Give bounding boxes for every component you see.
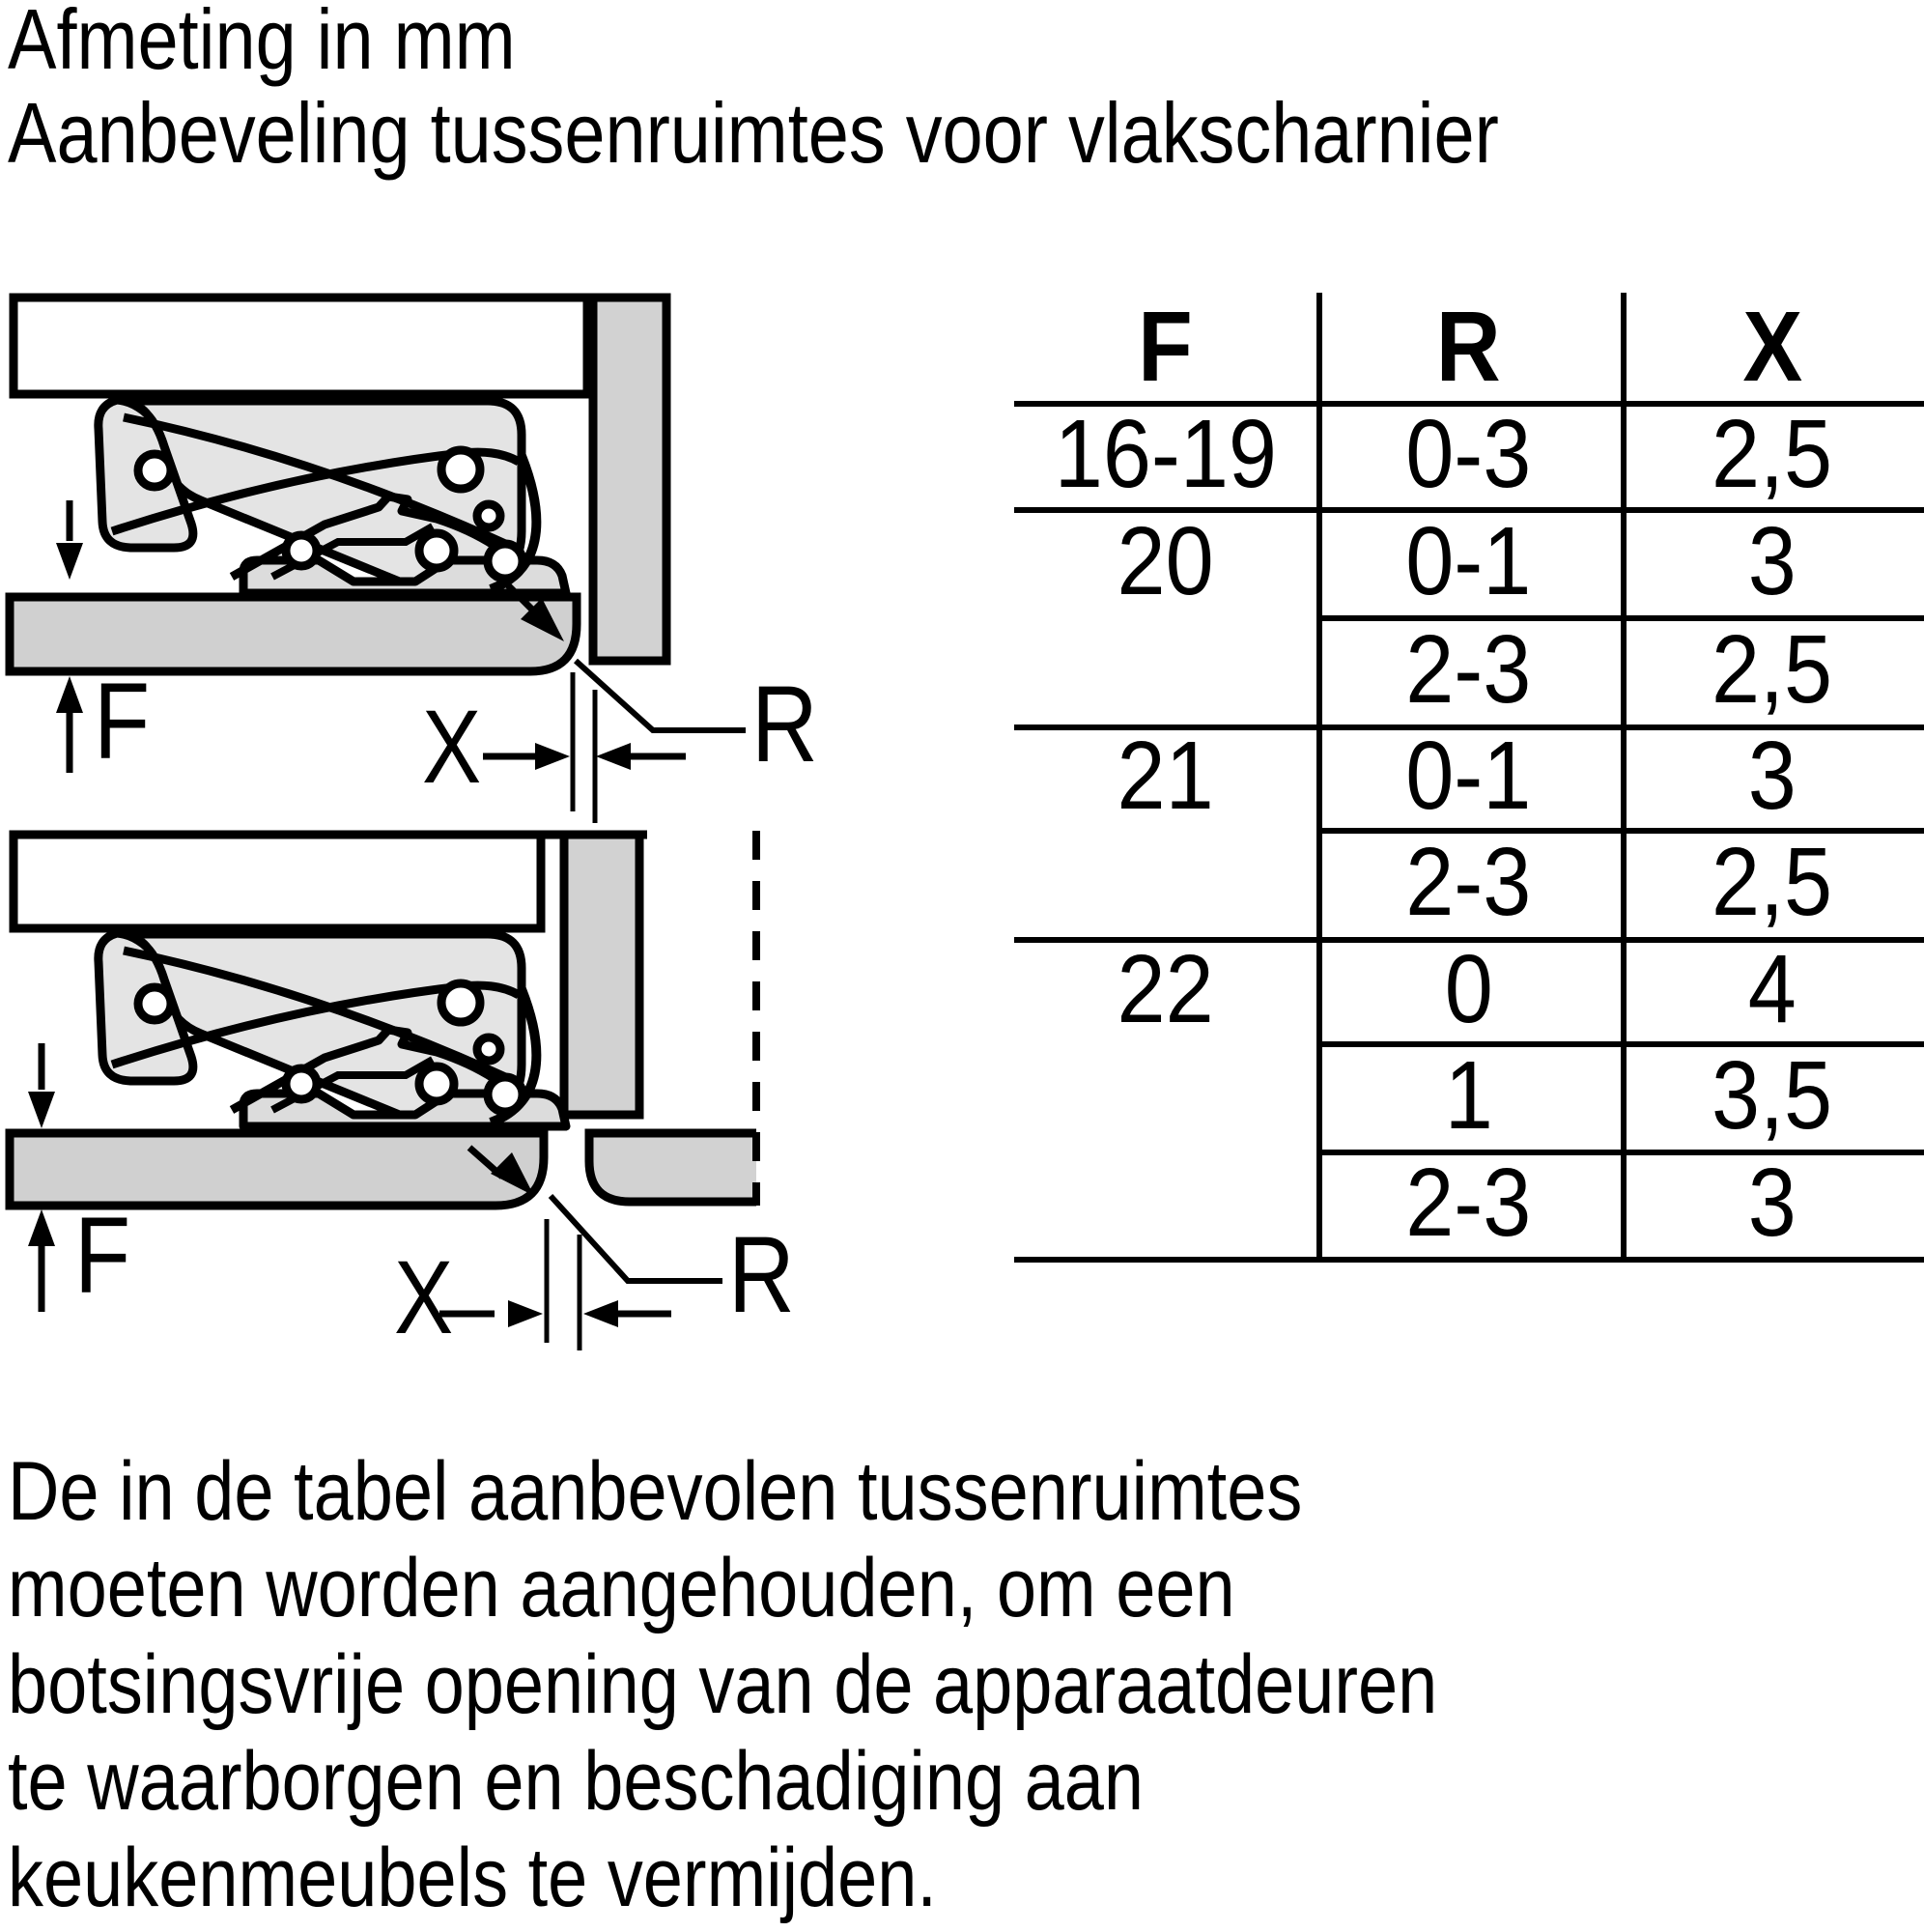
title-line-2: Aanbeveling tussenruimtes voor vlakscharnier (8, 85, 1499, 181)
cabinet-panel (14, 835, 541, 928)
table-row (1014, 401, 1924, 507)
cell-f: 20 (1117, 506, 1214, 615)
right-arrow-icon (508, 1300, 543, 1327)
label-f-bottom: F (74, 1195, 131, 1317)
label-r-bottom: R (728, 1214, 795, 1336)
cell-x: 3 (1747, 1149, 1797, 1257)
title-line-1: Afmeting in mm (8, 0, 516, 87)
cell-f (1014, 1150, 1316, 1257)
furniture-door-panel (564, 835, 639, 1115)
cell-r: 2-3 (1405, 615, 1532, 724)
up-arrow-icon (56, 676, 83, 713)
cell-x: 3 (1747, 506, 1797, 615)
cell-f (1014, 1041, 1316, 1150)
appliance-door-panel (10, 597, 577, 671)
cell-x: 3,5 (1712, 1040, 1833, 1150)
table-row (1014, 507, 1924, 615)
cabinet-panel (14, 298, 587, 394)
left-arrow-icon (596, 743, 631, 770)
col-header-x: X (1742, 291, 1802, 402)
col-header-f: F (1138, 291, 1193, 402)
table-row (1014, 1041, 1924, 1150)
cell-r: 2-3 (1405, 828, 1532, 936)
furniture-door-panel (593, 298, 666, 661)
cell-r: 0-1 (1405, 506, 1532, 615)
table-row (1014, 724, 1924, 828)
label-x-top: X (422, 689, 482, 806)
table-row (1014, 828, 1924, 937)
down-arrow-icon (56, 543, 83, 580)
table-row (1014, 934, 1924, 1043)
cell-r: 2-3 (1405, 1149, 1532, 1257)
diagram-top (10, 298, 818, 823)
cell-f: 22 (1117, 934, 1214, 1043)
label-f-top: F (94, 661, 151, 782)
left-arrow-icon (583, 1300, 618, 1327)
cell-x: 2,5 (1712, 615, 1833, 724)
table-row (1014, 615, 1924, 724)
cell-r: 1 (1444, 1040, 1493, 1150)
cell-r: 0 (1444, 934, 1493, 1043)
cell-x: 4 (1747, 934, 1797, 1043)
cell-x: 2,5 (1712, 399, 1833, 508)
note-line: botsingsvrije opening van de apparaatdeuren (8, 1638, 1438, 1731)
table-header-row (1014, 293, 1924, 401)
col-header-r: R (1436, 291, 1501, 402)
cell-f (1014, 615, 1316, 724)
cell-r: 0-3 (1405, 399, 1532, 508)
adjacent-door-panel (589, 1133, 756, 1202)
right-arrow-icon (535, 743, 570, 770)
up-arrow-icon (28, 1209, 55, 1246)
appliance-door-panel (10, 1133, 544, 1206)
table-row (1014, 1150, 1924, 1257)
cell-x: 3 (1747, 722, 1797, 830)
cell-f: 21 (1117, 722, 1214, 830)
note-line: keukenmeubels te vermijden. (8, 1832, 937, 1924)
note-line: De in de tabel aanbevolen tussenruimtes (8, 1445, 1303, 1538)
cell-x: 2,5 (1712, 828, 1833, 936)
note-line: te waarborgen en beschadiging aan (8, 1735, 1145, 1828)
label-x-bottom: X (394, 1239, 454, 1356)
r-leader-line (551, 1196, 722, 1281)
note-line: moeten worden aangehouden, om een (8, 1542, 1235, 1634)
cell-r: 0-1 (1405, 722, 1532, 830)
diagram-bottom (10, 831, 795, 1356)
cell-f: 16-19 (1054, 399, 1277, 508)
down-arrow-icon (28, 1092, 55, 1128)
label-r-top: R (751, 664, 818, 785)
note-paragraph (8, 1443, 1670, 1926)
r-leader-line (576, 661, 746, 730)
cell-f (1014, 828, 1316, 937)
clearance-table (1014, 293, 1924, 1263)
